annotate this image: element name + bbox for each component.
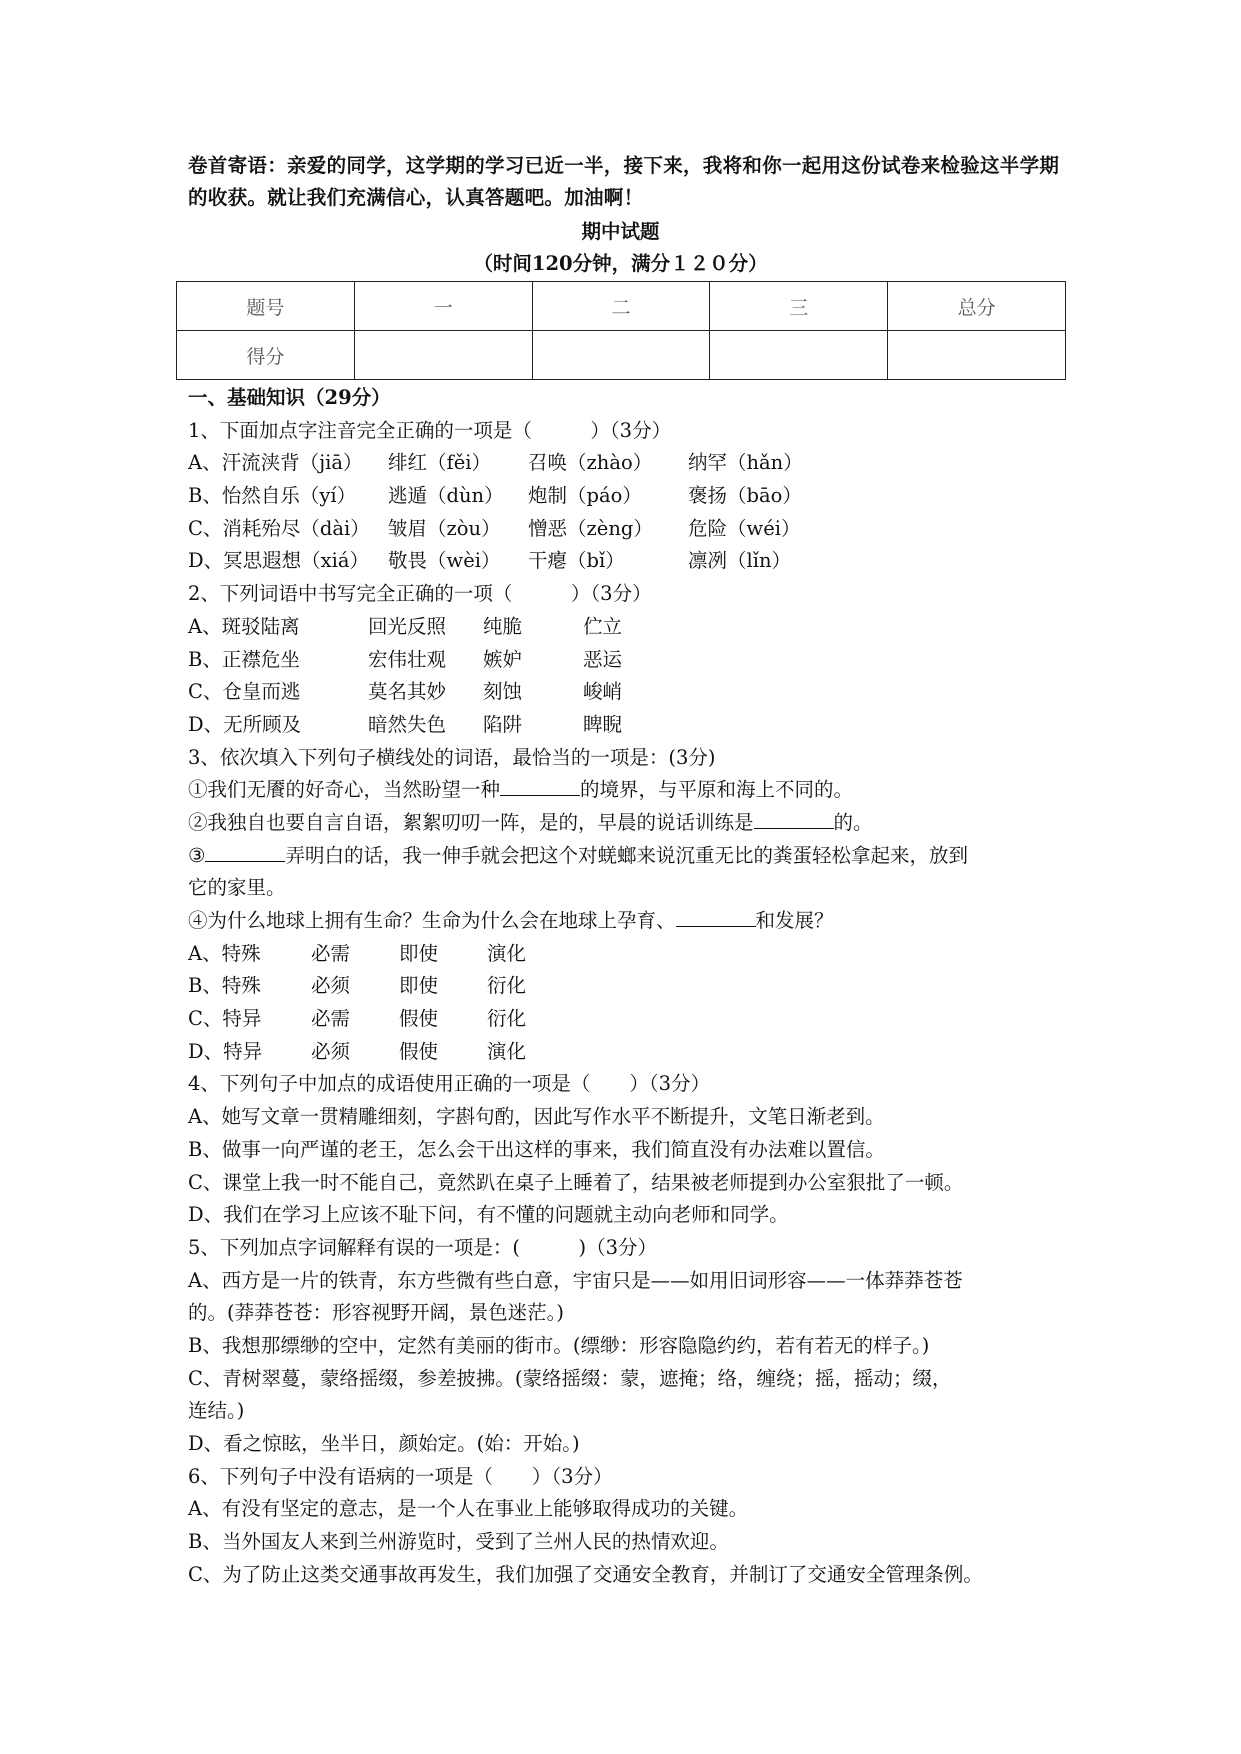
option-item: 衍化 — [487, 1007, 527, 1031]
option-item: A、特殊 — [188, 941, 261, 965]
option-row — [188, 676, 1073, 709]
option-row — [188, 1003, 1073, 1036]
option-item: 绯红（fěi） — [388, 451, 491, 475]
option-item: 必需 — [311, 941, 351, 965]
option-item: 宏伟壮观 — [368, 647, 447, 671]
option-item: 刻蚀 — [483, 680, 523, 704]
option-item: 炮制（páo） — [528, 484, 642, 508]
score-table-score-row — [177, 331, 1066, 380]
option-item: 纯脆 — [483, 614, 523, 638]
option-item: 褒扬（bāo） — [688, 484, 802, 508]
fill-blank — [676, 906, 756, 927]
option-item: 伫立 — [583, 614, 623, 638]
option-item: 衍化 — [487, 974, 527, 998]
question-stem: 1、下面加点字注音完全正确的一项是（ ）（3分） — [188, 418, 672, 442]
option-item: D、看之惊眩，坐半日，颜始定。(始：开始。) — [188, 1432, 580, 1455]
option-item: 即使 — [399, 974, 439, 998]
option-item: 必须 — [311, 1039, 351, 1063]
option-row — [188, 970, 1073, 1003]
option-item: 必须 — [311, 974, 351, 998]
option-item: C、消耗殆尽（dài） — [188, 516, 370, 540]
option-item-continued: 的。(莽莽苍苍：形容视野开阔，景色迷茫。) — [188, 1301, 564, 1325]
option-item: 假使 — [399, 1007, 439, 1031]
section-heading: 一、基础知识（29分） — [188, 386, 391, 409]
score-cell — [888, 331, 1066, 380]
option-item: B、我想那缥缈的空中，定然有美丽的街市。(缥缈：形容隐隐约约，若有若无的样子。) — [188, 1333, 930, 1357]
fill-blank — [500, 775, 580, 796]
option-item: 假使 — [399, 1039, 439, 1063]
option-item: 纳罕（hǎn） — [688, 451, 803, 475]
option-row — [188, 513, 1073, 546]
fill-sentence — [188, 807, 1073, 840]
score-cell: 一 — [354, 282, 532, 331]
sentence-text: ①我们无餍的好奇心，当然盼望一种 — [188, 778, 501, 802]
option-row — [188, 709, 1073, 742]
score-cell: 得分 — [177, 331, 355, 380]
option-row — [188, 611, 1073, 644]
option-item: 干瘪（bǐ） — [528, 549, 625, 573]
question-stem: 2、下列词语中书写完全正确的一项（ ）（3分） — [188, 582, 652, 606]
option-item: 憎恶（zèng） — [528, 516, 653, 540]
option-item: 敬畏（wèi） — [388, 549, 501, 573]
score-cell — [532, 331, 710, 380]
sentence-text: ②我独自也要自言自语，絮絮叨叨一阵，是的，早晨的说话训练是 — [188, 810, 754, 834]
option-item: C、特异 — [188, 1007, 262, 1031]
option-item: 危险（wéi） — [688, 516, 801, 540]
sentence-text: 它的家里。 — [188, 876, 286, 900]
fill-blank — [205, 841, 285, 862]
option-item: 峻峭 — [583, 680, 623, 704]
option-item: A、斑驳陆离 — [188, 614, 300, 638]
question-stem: 3、依次填入下列句子横线处的词语，最恰当的一项是：(3分) — [188, 745, 716, 769]
option-item: B、当外国友人来到兰州游览时，受到了兰州人民的热情欢迎。 — [188, 1530, 729, 1554]
option-item: 即使 — [399, 941, 439, 965]
option-item: B、做事一向严谨的老王，怎么会干出这样的事来，我们简直没有办法难以置信。 — [188, 1137, 885, 1161]
option-item: 召唤（zhào） — [528, 451, 653, 475]
option-row — [188, 1036, 1073, 1069]
question-stem: 5、下列加点字词解释有误的一项是：( )（3分） — [188, 1235, 658, 1259]
option-item: 演化 — [487, 941, 527, 965]
sentence-text: 弄明白的话，我一伸手就会把这个对蜣螂来说沉重无比的粪蛋轻松拿起来，放到 — [285, 843, 968, 867]
option-item: 睥睨 — [583, 712, 623, 736]
option-item: 凛冽（lǐn） — [688, 549, 792, 573]
option-row — [188, 480, 1073, 513]
option-item: 莫名其妙 — [368, 680, 447, 704]
sentence-text: 的。 — [833, 810, 873, 834]
question-content — [188, 382, 1073, 1591]
option-item: D、冥思遐想（xiá） — [188, 549, 369, 573]
option-item: 陷阱 — [483, 712, 523, 736]
fill-sentence — [188, 905, 1073, 938]
option-item: 必需 — [311, 1007, 351, 1031]
option-item: C、青树翠蔓，蒙络摇缀，参差披拂。(蒙络摇缀：蒙，遮掩；络，缠绕；摇，摇动；缀， — [188, 1366, 952, 1390]
fill-blank — [754, 808, 834, 829]
option-item-continued: 连结。) — [188, 1399, 245, 1423]
option-item: B、特殊 — [188, 974, 261, 998]
option-item: 嫉妒 — [483, 647, 523, 671]
option-item: 逃遁（dùn） — [388, 484, 504, 508]
question-stem: 6、下列句子中没有语病的一项是（ ）（3分） — [188, 1464, 613, 1488]
option-item: 皱眉（zòu） — [388, 516, 501, 540]
option-row — [188, 447, 1073, 480]
option-item: A、西方是一片的铁青，东方些微有些白意，宇宙只是——如用旧词形容——一体莽莽苍苍 — [188, 1268, 963, 1292]
score-cell: 三 — [710, 282, 888, 331]
sentence-text: 和发展？ — [755, 909, 834, 932]
sentence-text: ④为什么地球上拥有生命？生命为什么会在地球上孕育、 — [188, 909, 676, 932]
score-cell — [354, 331, 532, 380]
score-table — [176, 281, 1066, 380]
exam-title: 期中试题 — [581, 220, 660, 243]
option-item: A、她写文章一贯精雕细刻，字斟句酌，因此写作水平不断提升，文笔日渐老到。 — [188, 1105, 885, 1129]
option-item: 演化 — [487, 1039, 527, 1063]
option-item: B、怡然自乐（yí） — [188, 484, 357, 508]
option-item: 回光反照 — [368, 614, 447, 638]
option-item: D、特异 — [188, 1039, 263, 1063]
option-row — [188, 938, 1073, 971]
option-item: C、仓皇而逃 — [188, 680, 301, 704]
option-item: C、课堂上我一时不能自己，竟然趴在桌子上睡着了，结果被老师提到办公室狠批了一顿。 — [188, 1170, 964, 1194]
score-cell — [710, 331, 888, 380]
score-cell: 二 — [532, 282, 710, 331]
exam-subtitle: （时间120分钟，满分１２０分） — [473, 252, 768, 275]
option-item: 暗然失色 — [368, 712, 447, 736]
fill-sentence — [188, 774, 1073, 807]
fill-sentence — [188, 840, 1073, 873]
option-item: A、有没有坚定的意志，是一个人在事业上能够取得成功的关键。 — [188, 1497, 749, 1521]
option-item: A、汗流浃背（jiā） — [188, 451, 363, 475]
option-item: B、正襟危坐 — [188, 647, 300, 671]
sentence-text: 的境界，与平原和海上不同的。 — [580, 778, 854, 802]
score-cell: 总分 — [888, 282, 1066, 331]
option-row — [188, 545, 1073, 578]
option-item: C、为了防止这类交通事故再发生，我们加强了交通安全教育，并制订了交通安全管理条例。 — [188, 1562, 983, 1586]
option-item: D、我们在学习上应该不耻下问，有不懂的问题就主动向老师和同学。 — [188, 1203, 789, 1227]
score-cell: 题号 — [177, 282, 355, 331]
option-item: D、无所顾及 — [188, 712, 302, 736]
option-item: 恶运 — [583, 647, 623, 671]
sentence-text: ③ — [188, 843, 206, 867]
preface-note: 卷首寄语：亲爱的同学，这学期的学习已近一半，接下来，我将和你一起用这份试卷来检验这半学期的收获。就让我们充满信心，认真答题吧。加油啊！ — [188, 154, 1060, 209]
score-table-header-row — [177, 282, 1066, 331]
option-row — [188, 644, 1073, 677]
question-stem: 4、下列句子中加点的成语使用正确的一项是（ ）（3分） — [188, 1072, 711, 1096]
